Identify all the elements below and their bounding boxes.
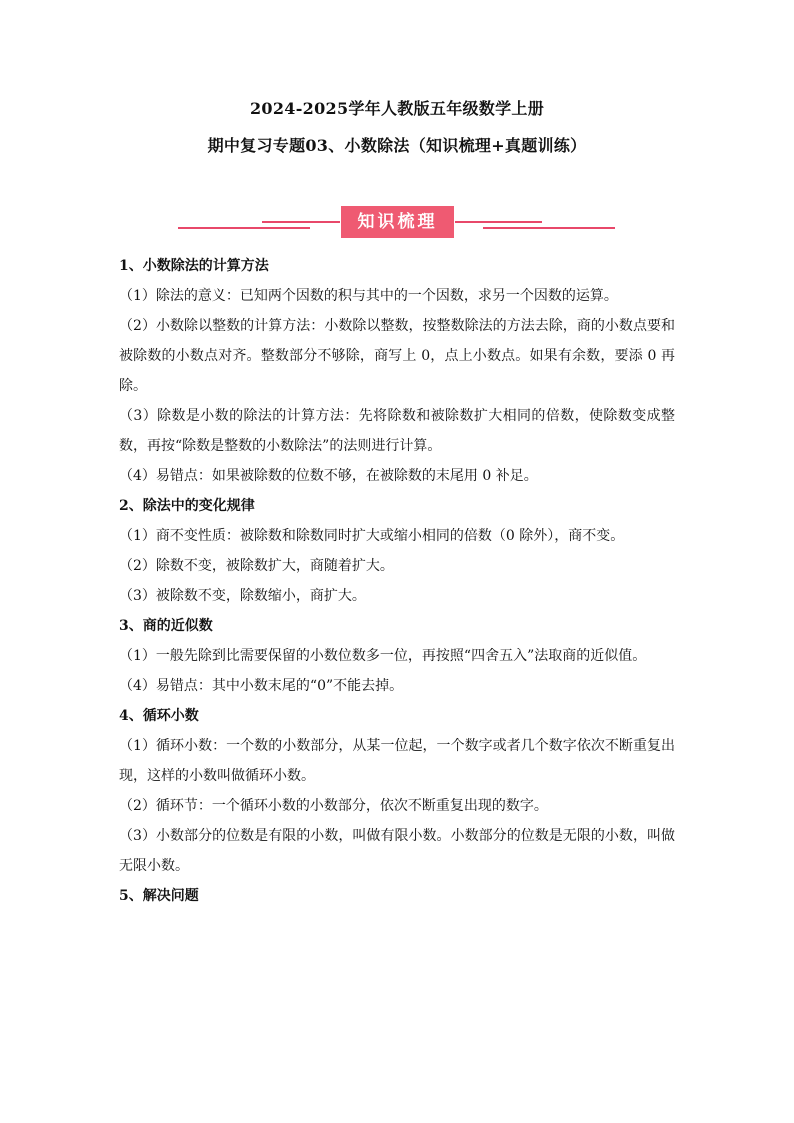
banner-line-left-inner	[262, 221, 340, 223]
section-heading: 2、除法中的变化规律	[119, 498, 255, 514]
list-item: （1）一般先除到比需要保留的小数位数多一位，再按照“四舍五入”法取商的近似值。	[119, 648, 647, 664]
section-4	[119, 701, 675, 881]
section-body	[119, 641, 675, 701]
list-item: （3）除数是小数的除法的计算方法：先将除数和被除数扩大相同的倍数，使除数变成整数，再按“除数是整数的小数除法”的法则进行计算。	[119, 408, 675, 454]
list-item: （2）除数不变，被除数扩大，商随着扩大。	[119, 558, 394, 574]
section-heading: 5、解决问题	[119, 888, 199, 904]
document-title: 2024-2025学年人教版五年级数学上册	[249, 99, 544, 118]
section-2	[119, 491, 675, 611]
section-body	[119, 281, 675, 491]
banner-line-right-outer	[483, 227, 615, 229]
section-3	[119, 611, 675, 701]
list-item: （3）小数部分的位数是有限的小数，叫做有限小数。小数部分的位数是无限的小数，叫做无限小数。	[119, 828, 675, 874]
list-item: （4）易错点：其中小数末尾的“0”不能去掉。	[119, 678, 404, 694]
section-5	[119, 881, 675, 911]
banner-line-right-inner	[455, 221, 542, 223]
document-subtitle: 期中复习专题03、小数除法（知识梳理+真题训练）	[207, 136, 587, 155]
list-item: （3）被除数不变，除数缩小，商扩大。	[119, 588, 366, 604]
list-item: （1）商不变性质：被除数和除数同时扩大或缩小相同的倍数（0 除外），商不变。	[119, 528, 625, 544]
list-item: （2）循环节：一个循环小数的小数部分，依次不断重复出现的数字。	[119, 798, 548, 814]
list-item: （1）除法的意义：已知两个因数的积与其中的一个因数，求另一个因数的运算。	[119, 288, 618, 304]
list-item: （4）易错点：如果被除数的位数不够，在被除数的末尾用 0 补足。	[119, 468, 538, 484]
list-item: （2）小数除以整数的计算方法：小数除以整数，按整数除法的方法去除，商的小数点要和被除数的小数点对齐。整数部分不够除，商写上 0，点上小数点。如果有余数，要添 0 再除。	[119, 318, 675, 394]
section-heading: 1、小数除法的计算方法	[119, 258, 269, 274]
list-item: （1）循环小数：一个数的小数部分，从某一位起，一个数字或者几个数字依次不断重复出现，这样的小数叫做循环小数。	[119, 738, 675, 784]
section-body	[119, 521, 675, 611]
section-1	[119, 251, 675, 491]
knowledge-summary-badge: 知识梳理	[341, 206, 454, 238]
section-heading: 3、商的近似数	[119, 618, 213, 634]
knowledge-content	[119, 251, 675, 911]
section-heading: 4、循环小数	[119, 708, 199, 724]
banner-line-left-outer	[178, 227, 310, 229]
section-body	[119, 731, 675, 881]
